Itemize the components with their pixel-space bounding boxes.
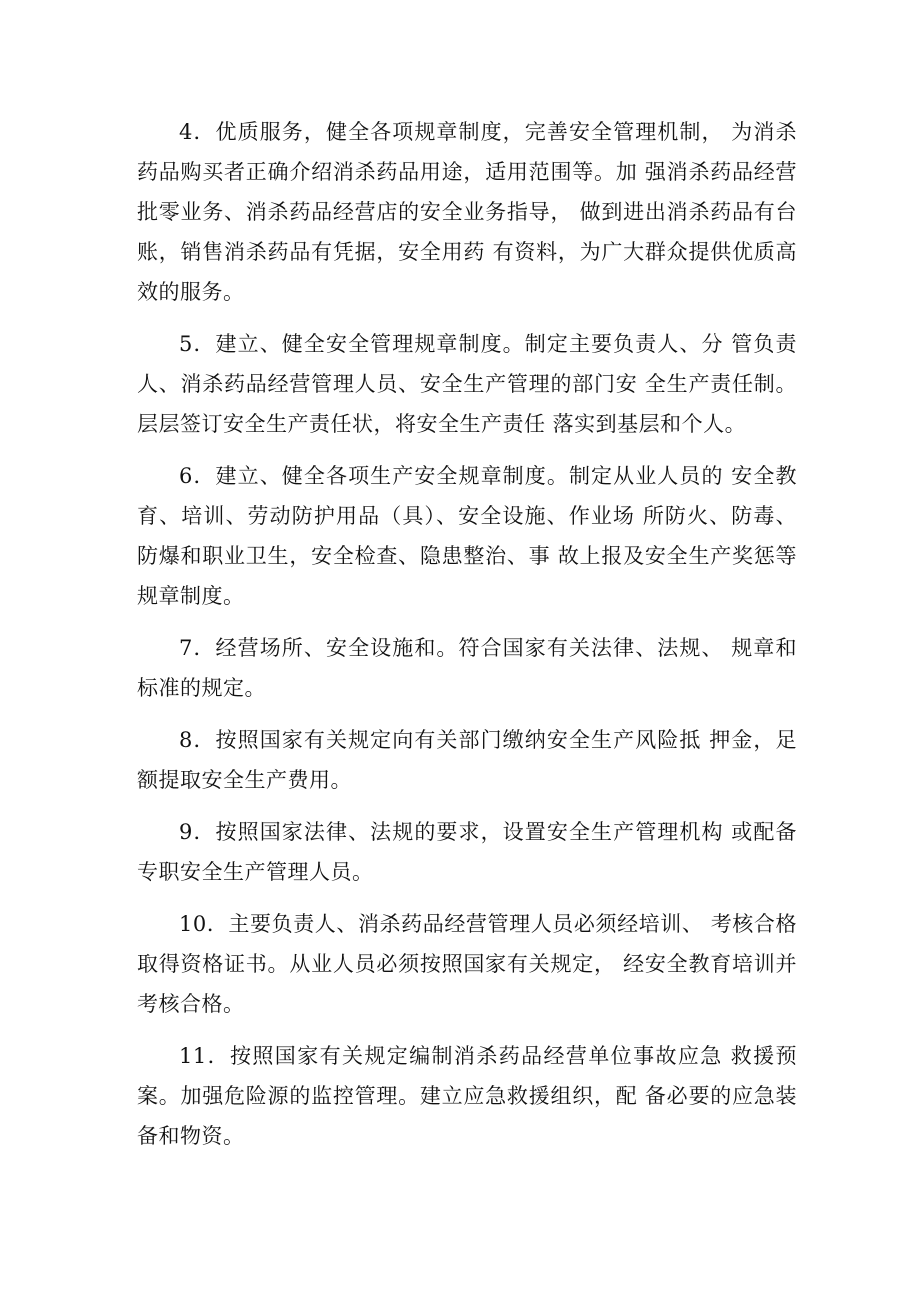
item-text: ．建立、健全安全管理规章制度。制定主要负责人、分 管负责人、消杀药品经营管理人员、安全生产管理的部门安 全生产责任制。层层签订安全生产责任状，将安全生产责任 落实到基层和个人。 (137, 332, 797, 436)
paragraph-item-9 (137, 812, 797, 892)
paragraph-item-10 (137, 904, 797, 1024)
paragraph-item-11 (137, 1036, 797, 1156)
item-text: ．主要负责人、消杀药品经营管理人员必须经培训、 考核合格取得资格证书。从业人员必须按照国家有关规定， 经安全教育培训并考核合格。 (137, 912, 797, 1016)
item-number: 8 (179, 728, 193, 752)
paragraph-item-7 (137, 628, 797, 708)
item-number: 6 (179, 464, 193, 488)
item-text: ．建立、健全各项生产安全规章制度。制定从业人员的 安全教育、培训、劳动防护用品（具）、安全设施、作业场 所防火、防毒、防爆和职业卫生，安全检查、隐患整治、事 故上报及安全生产奖惩等规章制度。 (137, 464, 797, 608)
item-text: ．按照国家法律、法规的要求，设置安全生产管理机构 或配备专职安全生产管理人员。 (137, 820, 797, 884)
item-text: ．按照国家有关规定向有关部门缴纳安全生产风险抵 押金，足额提取安全生产费用。 (137, 728, 797, 792)
paragraph-item-6 (137, 456, 797, 616)
paragraph-item-5 (137, 324, 797, 444)
item-number: 9 (179, 820, 193, 844)
item-number: 5 (179, 332, 193, 356)
item-text: ．经营场所、安全设施和。符合国家有关法律、法规、 规章和标准的规定。 (137, 636, 797, 700)
item-number: 4 (179, 120, 193, 144)
paragraph-item-8 (137, 720, 797, 800)
item-text: ．优质服务，健全各项规章制度，完善安全管理机制， 为消杀药品购买者正确介绍消杀药品用途，适用范围等。加 强消杀药品经营批零业务、消杀药品经营店的安全业务指导， 做到进出消杀药品有台账，销售消杀药品有凭据，安全用药 有资料，为广大群众提供优质高效的服务。 (137, 120, 797, 304)
item-text: ．按照国家有关规定编制消杀药品经营单位事故应急 救援预案。加强危险源的监控管理。建立应急救援组织，配 备必要的应急装备和物资。 (137, 1044, 797, 1148)
document-body (137, 112, 797, 1168)
paragraph-item-4 (137, 112, 797, 312)
item-number: 10 (179, 912, 207, 936)
item-number: 7 (179, 636, 193, 660)
item-number: 11 (179, 1044, 207, 1068)
